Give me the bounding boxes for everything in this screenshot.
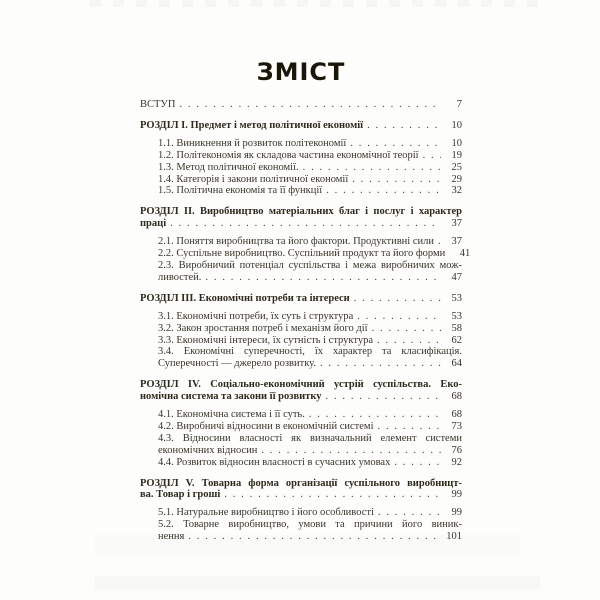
entry-last-line bbox=[158, 185, 462, 197]
toc-entry-sub bbox=[140, 457, 462, 469]
entry-last-line bbox=[158, 162, 462, 174]
dot-leader bbox=[357, 311, 441, 323]
dot-leader bbox=[224, 489, 441, 501]
dot-leader bbox=[205, 272, 441, 284]
toc-entry-sub bbox=[140, 185, 462, 197]
page-number: 53 bbox=[451, 292, 462, 304]
entry-text-line: РОЗДІЛ V. Товарна форма організації суспільного виробницт- bbox=[140, 477, 462, 489]
entry-title-text: РОЗДІЛ I. Предмет і метод політичної економії bbox=[140, 119, 364, 131]
entry-title-text: ливостей. bbox=[158, 271, 202, 283]
page-number: 32 bbox=[451, 185, 462, 197]
dot-leader bbox=[394, 457, 441, 469]
toc-entry-sub bbox=[140, 138, 462, 150]
page-number: 53 bbox=[451, 310, 462, 322]
page-number: 68 bbox=[451, 409, 462, 421]
entry-text-line: 4.3. Відносини власності як визначальний елемент системи bbox=[158, 432, 462, 444]
dot-leader bbox=[261, 445, 441, 457]
toc-entry-chapter bbox=[140, 120, 462, 132]
toc-entry-sub bbox=[140, 174, 462, 186]
dot-leader bbox=[170, 218, 441, 230]
entry-title-text: 4.2. Виробничі відносини в економічній системі bbox=[158, 420, 374, 432]
entry-text-line: РОЗДІЛ IV. Соціально-економічний устрій суспільства. Еко- bbox=[140, 379, 462, 391]
toc-content bbox=[140, 58, 471, 543]
dot-leader bbox=[350, 138, 441, 150]
entry-last-line bbox=[158, 409, 462, 421]
page-number: 58 bbox=[451, 322, 462, 334]
entry-title-text: 4.1. Економічна система і її суть. bbox=[158, 409, 305, 421]
page-number: 92 bbox=[451, 456, 462, 468]
dot-leader bbox=[320, 358, 441, 370]
entry-text-line: 2.3. Виробничий потенціал суспільства і межа виробничих мож- bbox=[158, 259, 462, 271]
entry-last-line bbox=[158, 445, 462, 457]
page-number: 64 bbox=[451, 358, 462, 370]
toc-entry-sub bbox=[140, 507, 462, 519]
toc-entry-chapter bbox=[140, 293, 462, 305]
entry-title-text: нення bbox=[158, 531, 185, 543]
page-title: ЗМІСТ bbox=[256, 58, 346, 86]
entry-title-text: 1.5. Політична економія та її функції bbox=[158, 185, 323, 197]
scan-artifact-band bbox=[95, 576, 540, 590]
dot-leader bbox=[378, 507, 441, 519]
page-number: 68 bbox=[451, 391, 462, 403]
entry-title-text: праці bbox=[140, 218, 167, 230]
entry-last-line bbox=[140, 293, 462, 305]
entry-last-line bbox=[140, 99, 462, 111]
entry-title-text: 1.3. Метод політичної економії. bbox=[158, 161, 299, 173]
page-number: 47 bbox=[451, 271, 462, 283]
entry-title-text: 1.2. Політекономія як складова частина економічної теорії bbox=[158, 149, 419, 161]
page-number: 76 bbox=[451, 444, 462, 456]
toc-entry-sub bbox=[140, 335, 462, 347]
page-number: 41 bbox=[459, 248, 471, 260]
entry-title-text: економічних відносин bbox=[158, 444, 258, 456]
toc-entry-sub bbox=[140, 236, 462, 248]
toc-list bbox=[140, 99, 471, 543]
entry-text-line: 3.4. Економічні суперечності, їх характер та класифікація. bbox=[158, 346, 462, 358]
entry-title-text: ВСТУП bbox=[140, 99, 176, 110]
entry-title-text: номічна система та закони її розвитку bbox=[140, 391, 322, 403]
toc-entry-sub bbox=[140, 346, 462, 370]
page-number: 19 bbox=[451, 149, 462, 161]
page-number: 29 bbox=[451, 173, 462, 185]
dot-leader bbox=[423, 150, 441, 162]
entry-last-line bbox=[158, 174, 462, 186]
page-number: 37 bbox=[451, 218, 462, 230]
entry-last-line bbox=[158, 358, 462, 370]
entry-last-line bbox=[140, 120, 462, 132]
toc-entry-sub bbox=[140, 519, 462, 543]
page-number: 37 bbox=[451, 236, 462, 248]
entry-text-line: 5.2. Товарне виробництво, умови та причини його виник- bbox=[158, 519, 462, 531]
entry-last-line bbox=[158, 311, 462, 323]
dot-leader bbox=[326, 185, 441, 197]
entry-title-text: 4.4. Розвиток відносин власності в сучасних умовах bbox=[158, 456, 391, 468]
dot-leader bbox=[325, 391, 441, 403]
toc-entry-sub bbox=[140, 421, 462, 433]
page-number: 25 bbox=[451, 161, 462, 173]
dot-leader bbox=[367, 120, 441, 132]
page-number: 101 bbox=[446, 531, 462, 543]
page-number: 62 bbox=[451, 334, 462, 346]
entry-last-line bbox=[158, 272, 462, 284]
entry-title-text: 5.1. Натуральне виробництво і його особливості bbox=[158, 507, 374, 519]
entry-last-line bbox=[158, 335, 462, 347]
page-number: 99 bbox=[451, 507, 462, 519]
toc-entry-sub bbox=[140, 409, 462, 421]
dot-leader bbox=[378, 421, 442, 433]
dot-leader bbox=[354, 293, 441, 305]
toc-entry-chapter bbox=[140, 206, 462, 230]
dot-leader bbox=[372, 323, 441, 335]
entry-title-text: 2.2. Суспільне виробництво. Суспільний продукт та його форми bbox=[158, 248, 446, 260]
entry-last-line bbox=[158, 138, 462, 150]
toc-entry-sub bbox=[140, 433, 462, 457]
entry-title-text: Суперечності — джерело розвитку. bbox=[158, 358, 316, 370]
toc-entry-sub bbox=[140, 323, 462, 335]
entry-last-line bbox=[158, 507, 462, 519]
entry-title-text: 2.1. Поняття виробництва та його фактори. Продуктивні сили bbox=[158, 236, 434, 248]
toc-entry-sub bbox=[140, 260, 462, 284]
page-number: 10 bbox=[451, 137, 462, 149]
toc-entry-sub bbox=[140, 311, 462, 323]
page-number: 73 bbox=[451, 420, 462, 432]
entry-title-text: 1.4. Категорія і закони політичної економії bbox=[158, 173, 349, 185]
entry-last-line bbox=[158, 531, 462, 543]
entry-title-text: 3.1. Економічні потреби, їх суть і структура bbox=[158, 310, 354, 322]
entry-last-line bbox=[158, 236, 462, 248]
entry-last-line bbox=[140, 489, 462, 501]
scan-artifact-top bbox=[90, 0, 540, 7]
entry-last-line bbox=[158, 421, 462, 433]
entry-title-text: РОЗДІЛ III. Економічні потреби та інтереси bbox=[140, 292, 350, 304]
dot-leader bbox=[438, 236, 441, 248]
dot-leader bbox=[352, 174, 441, 186]
dot-leader bbox=[303, 162, 441, 174]
toc-entry-sub bbox=[140, 162, 462, 174]
entry-title-text: ва. Товар і гроші bbox=[140, 489, 221, 501]
toc-entry-intro bbox=[140, 99, 462, 111]
page-number: 7 bbox=[456, 99, 462, 110]
entry-last-line bbox=[158, 150, 462, 162]
entry-title-text: 3.3. Економічні інтереси, їх сутність і структура bbox=[158, 334, 373, 346]
entry-text-line: РОЗДІЛ II. Виробництво матеріальних благ і послуг і характер bbox=[140, 206, 462, 218]
dot-leader bbox=[188, 531, 441, 543]
dot-leader bbox=[309, 409, 441, 421]
toc-entry-sub bbox=[140, 248, 471, 260]
entry-title-text: 1.1. Виникнення й розвиток політекономії bbox=[158, 137, 347, 149]
dot-leader bbox=[377, 335, 441, 347]
entry-last-line bbox=[158, 323, 462, 335]
toc-entry-chapter bbox=[140, 478, 462, 502]
page-number: 10 bbox=[451, 119, 462, 131]
page-number: 99 bbox=[451, 489, 462, 501]
entry-last-line bbox=[140, 218, 462, 230]
entry-last-line bbox=[158, 457, 462, 469]
toc-entry-chapter bbox=[140, 379, 462, 403]
entry-last-line bbox=[158, 248, 471, 260]
entry-title-text: 3.2. Закон зростання потреб і механізм його дії bbox=[158, 322, 368, 334]
dot-leader bbox=[179, 99, 441, 111]
entry-last-line bbox=[140, 391, 462, 403]
toc-entry-sub bbox=[140, 150, 462, 162]
